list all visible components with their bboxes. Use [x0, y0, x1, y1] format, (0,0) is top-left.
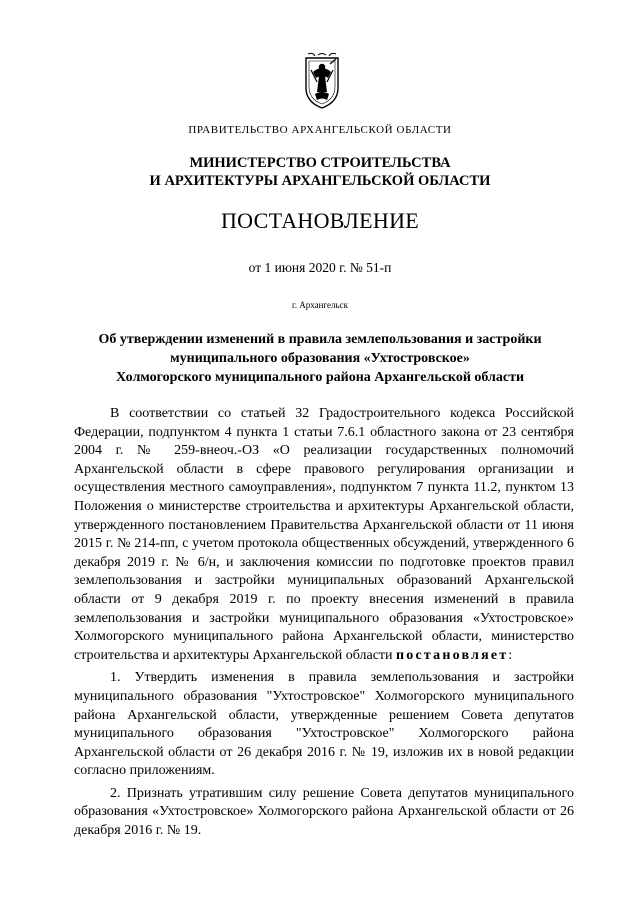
- document-date-number: от 1 июня 2020 г. № 51-п: [248, 260, 392, 275]
- body-paragraph-2: 1. Утвердить изменения в правила землепользования и застройки муниципального образования "Ухтостровское" Холмогорского муниципального района Архангельской области, утвержденные решением Совета депутатов муниципального образования "Ухтостровское" Холмогорского района Архангельской области от 26 декабря 2016 г. № 19, изложив их в новой редакции согласно приложениям.: [74, 670, 574, 779]
- subject-line-3: Холмогорского муниципального района Архангельской области: [115, 370, 525, 385]
- paragraph-1-end: :: [508, 647, 513, 663]
- body-paragraph-1: [74, 405, 574, 665]
- paragraph-1-text: В соответствии со статьей 32 Градостроительного кодекса Российской Федерации, подпунктом 4 пункта 1 статьи 7.6.1 областного закона от 23 сентября 2004 г. № 259-внеоч.-ОЗ «О реализации государственных полномочий Архангельской области в сфере правового регулирования организации и осуществления местного самоуправления», подпунктом 7 пункта 11.2, пунктом 13 Положения о министерстве строительства и архитектуры Архангельской области, утвержденного постановлением Правительства Архангельской области от 11 июня 2015 г. № 214-пп, с учетом протокола общественных обсуждений, утвержденного 6 декабря 2019 г. № 6/н, и заключения комиссии по подготовке проектов правил землепользования и застройки муниципальных образований Архангельской области от 9 декабря 2019 г. по проекту внесения изменений в правила землепользования и застройки муниципального образования «Ухтостровское» Холмогорского муниципального района Архангельской области, министерство строительства и архитектуры Архангельской области: [74, 406, 574, 663]
- resolve-keyword: постановляет: [396, 647, 509, 663]
- subject-line-2: муниципального образования «Ухтостровское»: [170, 351, 470, 366]
- document-subject: [60, 330, 580, 387]
- ministry-line-1: МИНИСТЕРСТВО СТРОИТЕЛЬСТВА: [189, 155, 451, 171]
- ministry-name: [0, 154, 640, 190]
- coat-of-arms-icon: [303, 52, 341, 110]
- document-body: [74, 405, 574, 845]
- document-type: ПОСТАНОВЛЕНИЕ: [220, 208, 420, 233]
- government-name: ПРАВИТЕЛЬСТВО АРХАНГЕЛЬСКОЙ ОБЛАСТИ: [188, 124, 452, 136]
- body-paragraph-3: 2. Признать утратившим силу решение Совета депутатов муниципального образования «Ухтостровское» Холмогорского района Архангельской области от 26 декабря 2016 г. № 19.: [74, 785, 574, 839]
- subject-line-1: Об утверждении изменений в правила землепользования и застройки: [98, 332, 542, 347]
- document-place: г. Архангельск: [292, 300, 348, 310]
- ministry-line-2: И АРХИТЕКТУРЫ АРХАНГЕЛЬСКОЙ ОБЛАСТИ: [149, 173, 491, 189]
